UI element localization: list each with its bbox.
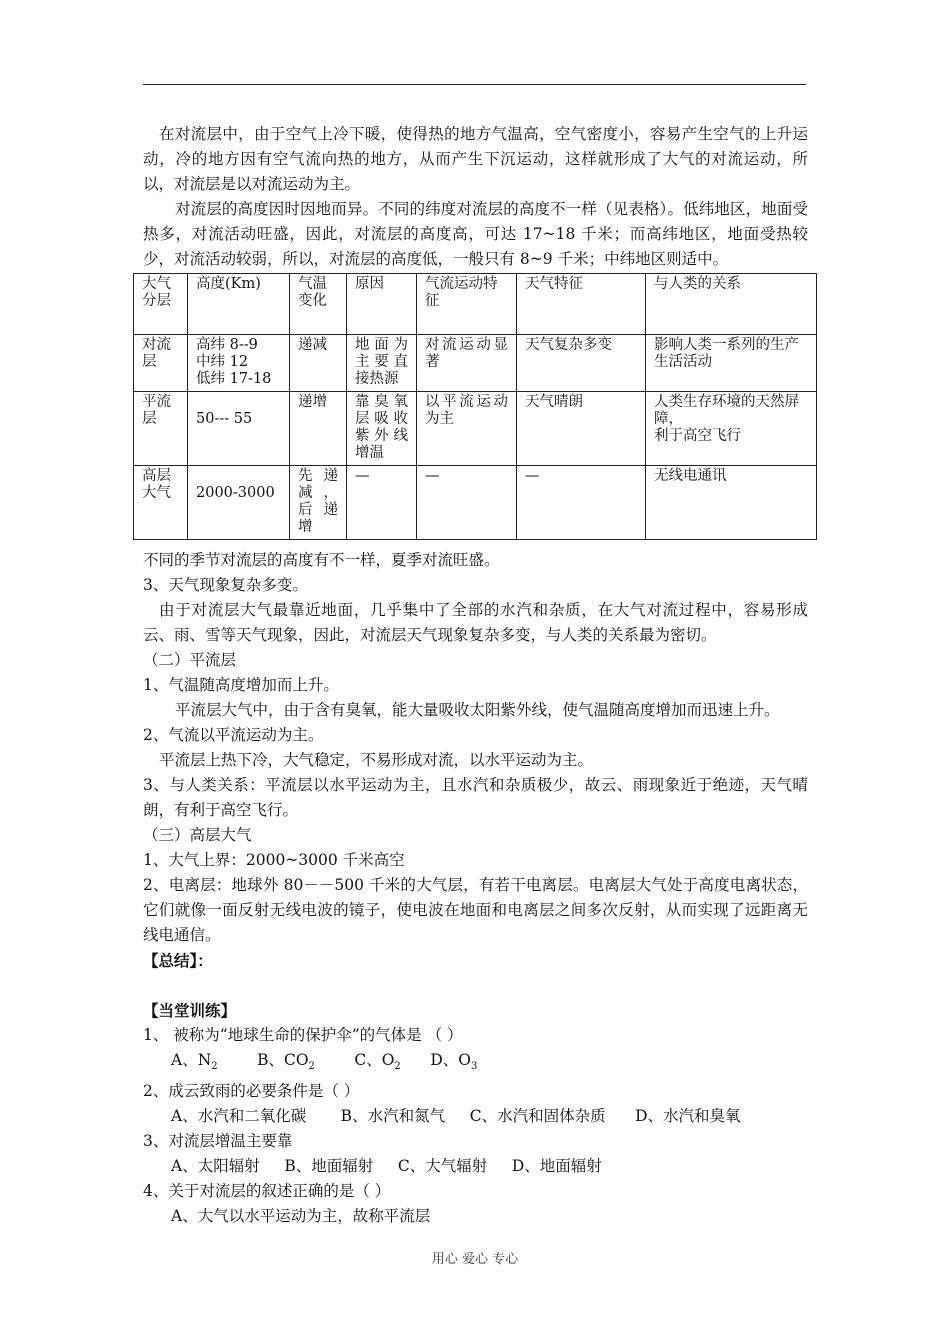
- option-a-sub: 2: [211, 1061, 218, 1073]
- th-cause: 原因: [347, 274, 417, 335]
- th-temp: 气温变化: [290, 274, 347, 335]
- option-c-sub: 2: [394, 1061, 401, 1073]
- option-b-sub: 2: [308, 1061, 315, 1073]
- height-line: 高纬 8--9: [196, 337, 258, 353]
- cell-cause: 靠臭氧层吸收紫外线增温: [347, 392, 417, 466]
- cell-layer: 高层大气: [134, 466, 188, 540]
- body-paragraph: 平流层上热下冷，大气稳定，不易形成对流，以水平运动为主。: [159, 751, 594, 769]
- cell-relation: 影响人类一系列的生产生活活动: [646, 335, 817, 392]
- question-4: 4、关于对流层的叙述正确的是（ ）: [143, 1182, 391, 1201]
- cell-layer: 平流层: [134, 392, 188, 466]
- atmosphere-layers-table: [133, 273, 817, 540]
- question-1-options: [143, 1048, 808, 1079]
- body-paragraph: 3、与人类关系：平流层以水平运动为主，且水汽和杂质极少，故云、雨现象近于绝迹，天气晴朗，有利于高空飞行。: [143, 776, 808, 819]
- table-header-row: [134, 274, 817, 335]
- height-line: 中纬 12: [196, 354, 249, 370]
- cell-flow: 以平流运动为主: [417, 392, 517, 466]
- cell-weather: —: [517, 466, 646, 540]
- cell-flow: 对流运动显著: [417, 335, 517, 392]
- question-2-options: A、水汽和二氧化碳 B、水汽和氮气 C、水汽和固体杂质 D、水汽和臭氧: [171, 1107, 741, 1126]
- exercise-title: 【当堂训练】: [143, 1001, 237, 1020]
- cell-height: 50--- 55: [188, 392, 290, 466]
- th-weather: 天气特征: [517, 274, 646, 335]
- option-d-sub: 3: [470, 1061, 478, 1073]
- cell-temp: 递减: [290, 335, 347, 392]
- cell-weather: 天气晴朗: [517, 392, 646, 466]
- table-row: [134, 335, 817, 392]
- table-row: [134, 466, 817, 540]
- body-paragraph: 由于对流层大气最靠近地面，几乎集中了全部的水汽和杂质，在大气对流过程中，容易形成云、雨、雪等天气现象，因此，对流层天气现象复杂多变，与人类的关系最为密切。: [143, 601, 808, 644]
- option-d: D、O: [430, 1051, 471, 1069]
- option-a: A、N: [171, 1051, 212, 1069]
- body-paragraph: 2、电离层：地球外 80－－500 千米的大气层，有若干电离层。电离层大气处于高度电离状态，它们就像一面反射无线电波的镜子，使电波在地面和电离层之间多次反射，从而实现了远距离无线电通信。: [143, 876, 808, 944]
- question-3-options: A、太阳辐射 B、地面辐射 C、大气辐射 D、地面辐射: [171, 1157, 602, 1176]
- cell-relation: 无线电通讯: [646, 466, 817, 540]
- section-heading: （三）高层大气: [143, 826, 252, 844]
- page-content: [143, 122, 808, 1229]
- body-line: 2、气流以平流运动为主。: [143, 726, 324, 744]
- spacer: [143, 973, 808, 998]
- summary-heading: 【总结】：: [143, 951, 213, 970]
- th-flow: 气流运动特征: [417, 274, 517, 335]
- cell-height: 2000-3000: [188, 466, 290, 540]
- question-3: 3、对流层增温主要靠: [143, 1132, 293, 1151]
- cell-cause: —: [347, 466, 417, 540]
- body-paragraph: 平流层大气中，由于含有臭氧，能大量吸收太阳紫外线，使气温随高度增加而迅速上升。: [175, 701, 780, 719]
- cell-layer: 对流层: [134, 335, 188, 392]
- intro-paragraph-2: 对流层的高度因时因地而异。不同的纬度对流层的高度不一样（见表格）。低纬地区，地面受热多，对流活动旺盛，因此，对流层的高度高，可达 17~18 千米；而高纬地区，地面受热较少，对流活动较弱，所以，对流层的高度低，一般只有 8~9 千米；中纬地区则适中。: [143, 200, 808, 268]
- option-c: C、O: [354, 1051, 395, 1069]
- cell-weather: 天气复杂多变: [517, 335, 646, 392]
- option-b: B、CO: [257, 1051, 309, 1069]
- cell-height: [188, 335, 290, 392]
- header-rule: [143, 84, 806, 85]
- table-row: [134, 392, 817, 466]
- body-line: 不同的季节对流层的高度有不一样，夏季对流旺盛。: [143, 551, 500, 569]
- intro-paragraph-1: 在对流层中，由于空气上冷下暖，使得热的地方气温高，空气密度小，容易产生空气的上升运动，冷的地方因有空气流向热的地方，从而产生下沉运动，这样就形成了大气的对流运动，所以，对流层是以对流运动为主。: [143, 125, 808, 193]
- cell-relation: 人类生存环境的天然屏障， 利于高空飞行: [646, 392, 817, 466]
- th-relation: 与人类的关系: [646, 274, 817, 335]
- section-heading: （二）平流层: [143, 651, 237, 669]
- th-height: 高度(Km): [188, 274, 290, 335]
- cell-temp: 先递减，后递增: [290, 466, 347, 540]
- cell-flow: —: [417, 466, 517, 540]
- question-4-option-a: A、大气以水平运动为主，故称平流层: [171, 1207, 431, 1226]
- body-line: 1、气温随高度增加而上升。: [143, 676, 339, 694]
- body-line: 3、天气现象复杂多变。: [143, 576, 308, 594]
- cell-temp: 递增: [290, 392, 347, 466]
- body-line: 1、大气上界：2000~3000 千米高空: [143, 851, 405, 869]
- cell-cause: 地面为主要直接热源: [347, 335, 417, 392]
- question-2: 2、成云致雨的必要条件是（ ）: [143, 1082, 360, 1101]
- height-line: 低纬 17-18: [196, 371, 272, 387]
- page-footer: 用心 爱心 专心: [431, 1252, 519, 1267]
- question-1: 1、 被称为“地球生命的保护伞”的气体是 （ ）: [143, 1026, 463, 1044]
- th-layer: 大气分层: [134, 274, 188, 335]
